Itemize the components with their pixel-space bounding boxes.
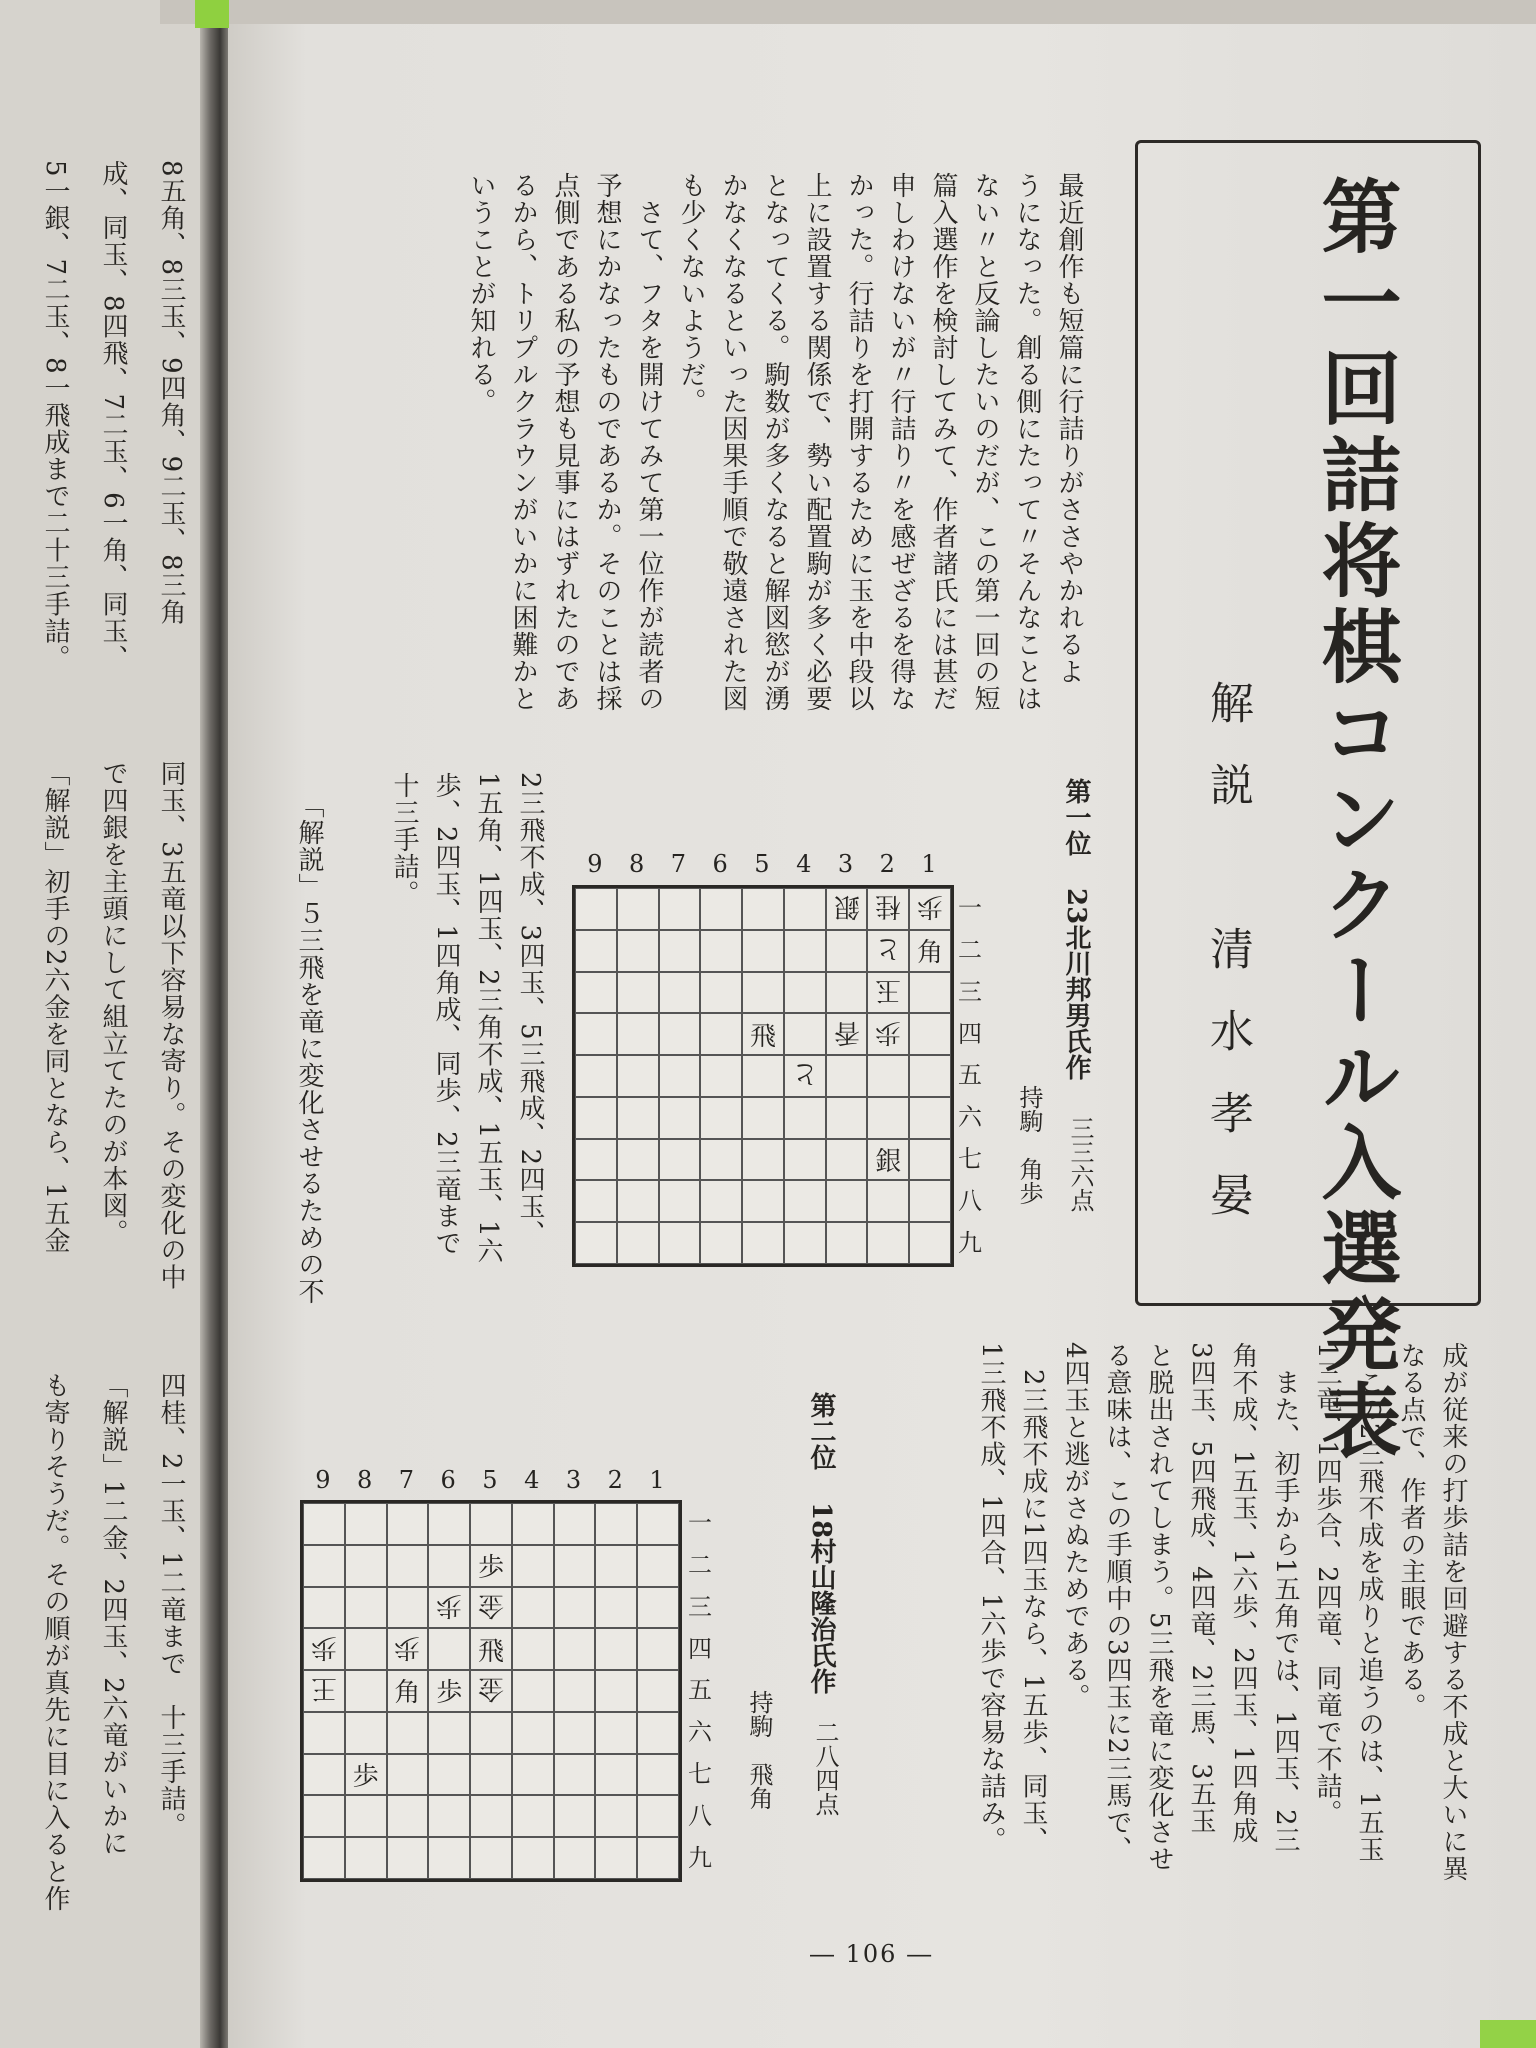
- board-square: [512, 1628, 554, 1670]
- left-page-line: 成、同玉、8四飛、7二玉、6一角、同玉、: [98, 160, 128, 672]
- board-square: [909, 930, 951, 972]
- board-square: [826, 1097, 868, 1139]
- left-page-line: 同玉、3五竜以下容易な寄り。その変化の中: [156, 760, 186, 1291]
- intro-line: となってくる。駒数が多くなると解図慾が湧: [760, 172, 790, 712]
- board-square: [742, 888, 784, 930]
- left-page-line: 「解説」初手の2六金を同となら、1五金: [40, 760, 70, 1255]
- board-square: [428, 1545, 470, 1587]
- commentary-line: 成が従来の打歩詰を回避する不成と大いに異: [1438, 1342, 1468, 1882]
- shogi-piece: 角: [394, 1678, 421, 1709]
- shogi-piece: 飛: [749, 1021, 776, 1052]
- board-square: [554, 1587, 596, 1629]
- first-place-kaisetsu: 「解説」５三飛を竜に変化させるための不: [294, 792, 324, 1305]
- board-square: [637, 1795, 679, 1837]
- board-square: [637, 1754, 679, 1796]
- shogi-piece: 歩: [436, 1589, 463, 1620]
- board-square: [554, 1795, 596, 1837]
- file-label: 4: [524, 1466, 540, 1494]
- board-square: [428, 1670, 470, 1712]
- shogi-piece: 角: [917, 938, 944, 969]
- file-label: 2: [879, 850, 895, 878]
- board-square: [784, 930, 826, 972]
- file-label: 1: [921, 850, 937, 878]
- board-square: [617, 1180, 659, 1222]
- board-square: [659, 972, 701, 1014]
- intro-line: 点側である私の予想も見事にはずれたのであ: [550, 172, 580, 712]
- board-square: [303, 1837, 345, 1879]
- board-square: [387, 1754, 429, 1796]
- left-page-line: で四銀を主頭にして組立てたのが本図。: [98, 760, 128, 1246]
- board-square: [470, 1670, 512, 1712]
- board-square: [826, 1180, 868, 1222]
- board-square: [595, 1754, 637, 1796]
- left-page-line: 「解説」1二金、2四玉、2六竜がいかに: [98, 1372, 128, 1857]
- board-square: [512, 1754, 554, 1796]
- board-square: [575, 972, 617, 1014]
- board-square: [826, 1055, 868, 1097]
- shogi-piece: 金: [477, 1589, 504, 1620]
- shogi-piece: 金: [477, 1673, 504, 1704]
- commentary-line: 1三飛不成、1四合、1六歩で容易な詰み。: [976, 1342, 1006, 1854]
- board-square: [784, 1013, 826, 1055]
- board-square: [637, 1670, 679, 1712]
- intro-line: るから、トリプルクラウンがいかに困難かと: [508, 172, 538, 712]
- board-square: [617, 1013, 659, 1055]
- board1-file-labels: [574, 850, 950, 878]
- board-square: [826, 1013, 868, 1055]
- intro-line: うになった。創る側にたって〃そんなことは: [1012, 172, 1042, 712]
- first-place-entry: 23北川邦男氏作: [1061, 888, 1091, 1081]
- board-square: [595, 1587, 637, 1629]
- rank-label: 三: [688, 1592, 712, 1621]
- file-label: 9: [587, 850, 603, 878]
- board-square: [659, 1055, 701, 1097]
- board-square: [867, 930, 909, 972]
- board-square: [303, 1712, 345, 1754]
- board-square: [512, 1503, 554, 1545]
- rank-label: 六: [958, 1103, 982, 1132]
- rank-label: 七: [958, 1144, 982, 1173]
- board-square: [575, 888, 617, 930]
- board-square: [784, 888, 826, 930]
- board-square: [512, 1712, 554, 1754]
- board-square: [470, 1837, 512, 1879]
- board-square: [345, 1628, 387, 1670]
- board-square: [303, 1587, 345, 1629]
- intro-line: かなくなるといった因果手順で敬遠された図: [718, 172, 748, 712]
- rank-label: 二: [688, 1551, 712, 1580]
- board-square: [700, 888, 742, 930]
- board-square: [470, 1795, 512, 1837]
- shogi-piece: 歩: [394, 1631, 421, 1662]
- board-square: [826, 1139, 868, 1181]
- board-square: [595, 1503, 637, 1545]
- board-square: [303, 1545, 345, 1587]
- board-square: [784, 1097, 826, 1139]
- board-square: [742, 1013, 784, 1055]
- board-square: [345, 1545, 387, 1587]
- board-square: [637, 1837, 679, 1879]
- board-square: [742, 1180, 784, 1222]
- board-square: [595, 1628, 637, 1670]
- board-square: [554, 1754, 596, 1796]
- board-square: [659, 1139, 701, 1181]
- board-square: [784, 1180, 826, 1222]
- board-square: [303, 1628, 345, 1670]
- board-square: [387, 1795, 429, 1837]
- board-square: [575, 1097, 617, 1139]
- board-square: [387, 1670, 429, 1712]
- board-square: [867, 1097, 909, 1139]
- rank-label: 八: [958, 1186, 982, 1215]
- board-square: [637, 1587, 679, 1629]
- board-square: [867, 972, 909, 1014]
- board-square: [554, 1670, 596, 1712]
- solution-line: 歩、2四玉、1四角成、同歩、2三竜まで: [431, 772, 461, 1257]
- board-square: [909, 1180, 951, 1222]
- shogi-piece: と: [791, 1058, 818, 1089]
- intro-line: いうことが知れる。: [466, 172, 496, 415]
- commentary-line: また、初手から1五角では、1四玉、2三: [1270, 1342, 1300, 1854]
- file-label: 3: [565, 1466, 582, 1494]
- board-square: [575, 930, 617, 972]
- shogi-piece: 桂: [875, 891, 902, 922]
- board-square: [554, 1712, 596, 1754]
- board-square: [575, 1222, 617, 1264]
- board-square: [345, 1503, 387, 1545]
- board-square: [784, 1055, 826, 1097]
- intro-line: も少くないようだ。: [676, 172, 706, 415]
- board-square: [470, 1712, 512, 1754]
- board-square: [512, 1837, 554, 1879]
- shogi-piece: 飛: [477, 1636, 504, 1667]
- board-square: [428, 1837, 470, 1879]
- board-square: [867, 1222, 909, 1264]
- intro-line: かった。行詰りを打開するために玉を中段以: [844, 172, 874, 712]
- board-square: [345, 1587, 387, 1629]
- file-label: 4: [796, 850, 812, 878]
- board-square: [387, 1837, 429, 1879]
- board-square: [595, 1670, 637, 1712]
- board-square: [867, 888, 909, 930]
- board-square: [387, 1587, 429, 1629]
- file-label: 6: [440, 1466, 456, 1494]
- green-corner: [1480, 2020, 1536, 2048]
- first-place-rank: 第一位: [1061, 778, 1091, 856]
- top-edge: [160, 0, 1536, 24]
- rank-label: 四: [688, 1634, 712, 1663]
- board-square: [909, 1097, 951, 1139]
- board-square: [595, 1545, 637, 1587]
- board-square: [700, 1055, 742, 1097]
- shogi-piece: 香: [833, 1016, 860, 1047]
- shogi-piece: 歩: [310, 1631, 337, 1662]
- board1: [572, 885, 954, 1267]
- rank-label: 五: [688, 1676, 712, 1705]
- board-square: [867, 1055, 909, 1097]
- board-square: [909, 972, 951, 1014]
- author-line: 解説 清水孝晏: [1202, 680, 1253, 1254]
- first-place-score: 三三六点: [1066, 1116, 1094, 1212]
- board-square: [303, 1503, 345, 1545]
- board-square: [909, 1013, 951, 1055]
- solution-line: 十三手詰。: [389, 772, 419, 907]
- file-label: 7: [670, 850, 687, 878]
- commentary-line: 角不成、1五玉、1六歩、2四玉、1四角成: [1228, 1342, 1258, 1845]
- book-spine: [200, 0, 230, 2048]
- board-square: [512, 1670, 554, 1712]
- rank-label: 四: [958, 1019, 982, 1048]
- board-square: [554, 1628, 596, 1670]
- board-square: [700, 1097, 742, 1139]
- file-label: 8: [357, 1466, 373, 1494]
- shogi-piece: と: [875, 933, 902, 964]
- board-square: [637, 1712, 679, 1754]
- file-label: 3: [837, 850, 854, 878]
- board-square: [700, 1180, 742, 1222]
- intro-line: さて、フタを開けてみて第一位作が読者の: [634, 172, 664, 712]
- commentary-line: この2三飛不成を成りと追うのは、1五玉: [1354, 1342, 1384, 1864]
- intro-line: 上に設置する関係で、勢い配置駒が多く必要: [802, 172, 832, 712]
- board-square: [742, 930, 784, 972]
- solution-line: 2三飛不成、3四玉、5三飛成、2四玉、: [515, 772, 545, 1248]
- board-square: [617, 1055, 659, 1097]
- board-square: [595, 1795, 637, 1837]
- shogi-piece: 歩: [436, 1678, 463, 1709]
- file-label: 1: [649, 1466, 665, 1494]
- board-square: [637, 1503, 679, 1545]
- board-square: [700, 930, 742, 972]
- second-place-mochigoma: 持駒 飛角: [745, 1690, 773, 1810]
- intro-line: 篇入選作を検討してみて、作者諸氏には甚だ: [928, 172, 958, 712]
- intro-line: ない〃と反論したいのだが、この第一回の短: [970, 172, 1000, 712]
- board-square: [428, 1712, 470, 1754]
- rank-label: 七: [688, 1759, 712, 1788]
- left-page-line: 8五角、8三玉、9四角、9二玉、8三角: [156, 160, 186, 626]
- board-square: [617, 930, 659, 972]
- commentary-line: 2三飛不成に1四玉なら、1五歩、同玉、: [1018, 1342, 1048, 1854]
- board-square: [617, 1139, 659, 1181]
- board-square: [345, 1754, 387, 1796]
- board-square: [867, 1013, 909, 1055]
- board-square: [387, 1712, 429, 1754]
- board2-file-labels: [302, 1466, 678, 1494]
- board-square: [659, 1222, 701, 1264]
- board-square: [387, 1503, 429, 1545]
- board-square: [617, 888, 659, 930]
- board-square: [909, 1139, 951, 1181]
- left-page-line: も寄りそうだ。その順が真先に目に入ると作: [40, 1372, 70, 1912]
- board-square: [659, 1013, 701, 1055]
- board-square: [595, 1712, 637, 1754]
- board-square: [867, 1139, 909, 1181]
- file-label: 5: [754, 850, 770, 878]
- board-square: [345, 1712, 387, 1754]
- board-square: [575, 1013, 617, 1055]
- board-square: [617, 1097, 659, 1139]
- board-square: [784, 1139, 826, 1181]
- file-label: 2: [607, 1466, 623, 1494]
- shogi-piece: 銀: [875, 1147, 902, 1178]
- board-square: [387, 1628, 429, 1670]
- board-square: [428, 1587, 470, 1629]
- rank-label: 三: [958, 977, 982, 1006]
- shogi-piece: 歩: [477, 1553, 504, 1584]
- first-place-mochigoma: 持駒 角歩: [1015, 1085, 1043, 1205]
- shogi-piece: 歩: [875, 1016, 902, 1047]
- board-square: [345, 1795, 387, 1837]
- board2-rank-labels: [685, 1500, 715, 1876]
- rank-label: 九: [688, 1843, 712, 1872]
- board1-rank-labels: [955, 885, 985, 1261]
- intro-line: 予想にかなったものであるか。そのことは採: [592, 172, 622, 712]
- page-title: 第一回詰将棋コンクール入選発表: [1308, 175, 1402, 1465]
- page-number: ― 106 ―: [810, 1940, 934, 1968]
- board-square: [742, 1055, 784, 1097]
- board-square: [659, 1180, 701, 1222]
- rank-label: 二: [958, 936, 982, 965]
- board-square: [512, 1587, 554, 1629]
- board-square: [742, 1097, 784, 1139]
- second-place-score: 二八四点: [811, 1720, 839, 1816]
- commentary-line: と脱出されてしまう。5三飛を竜に変化させ: [1144, 1342, 1174, 1873]
- board-square: [784, 1222, 826, 1264]
- intro-line: 最近創作も短篇に行詰りがささやかれるよ: [1054, 172, 1084, 685]
- board-square: [303, 1670, 345, 1712]
- rank-label: 八: [688, 1801, 712, 1830]
- board-square: [826, 888, 868, 930]
- board-square: [637, 1628, 679, 1670]
- board-square: [345, 1670, 387, 1712]
- board-square: [595, 1837, 637, 1879]
- rank-label: 一: [688, 1509, 712, 1538]
- board-square: [867, 1180, 909, 1222]
- shogi-piece: 歩: [917, 891, 944, 922]
- board-square: [303, 1795, 345, 1837]
- board-square: [617, 972, 659, 1014]
- board-square: [909, 888, 951, 930]
- commentary-line: る意味は、この手順中の3四玉に2三馬で、: [1102, 1342, 1132, 1864]
- board-square: [742, 972, 784, 1014]
- board-square: [512, 1545, 554, 1587]
- board-square: [554, 1503, 596, 1545]
- board-square: [742, 1222, 784, 1264]
- shogi-piece: 玉: [875, 974, 902, 1005]
- green-tab: [195, 0, 229, 28]
- board-square: [575, 1180, 617, 1222]
- board-square: [659, 888, 701, 930]
- board-square: [303, 1754, 345, 1796]
- board-square: [470, 1545, 512, 1587]
- file-label: 5: [482, 1466, 498, 1494]
- board-square: [470, 1628, 512, 1670]
- rank-label: 一: [958, 894, 982, 923]
- commentary-line: 3四玉、5四飛成、4四竜、2三馬、3五玉: [1186, 1342, 1216, 1835]
- board-square: [826, 1222, 868, 1264]
- commentary-line: なる点で、作者の主眼である。: [1396, 1342, 1426, 1720]
- board-square: [909, 1055, 951, 1097]
- board-square: [470, 1503, 512, 1545]
- rank-label: 九: [958, 1228, 982, 1257]
- board-square: [826, 930, 868, 972]
- commentary-line: 1三竜、1四歩合、2四竜、同竜で不詰。: [1312, 1342, 1342, 1827]
- board-square: [909, 1222, 951, 1264]
- solution-line: 1五角、1四玉、2三角不成、1五玉、1六: [473, 772, 503, 1265]
- board-square: [554, 1837, 596, 1879]
- file-label: 8: [629, 850, 645, 878]
- board-square: [470, 1754, 512, 1796]
- board-square: [345, 1837, 387, 1879]
- left-page-line: 四桂、2一玉、1二竜まで 十三手詰。: [156, 1372, 186, 1840]
- second-place-entry: 18村山隆治氏作: [806, 1502, 836, 1695]
- rank-label: 五: [958, 1061, 982, 1090]
- board-square: [700, 1139, 742, 1181]
- board-square: [428, 1503, 470, 1545]
- rank-label: 六: [688, 1718, 712, 1747]
- board-square: [428, 1795, 470, 1837]
- intro-line: 申しわけないが〃行詰り〃を感ぜざるを得な: [886, 172, 916, 712]
- board-square: [575, 1055, 617, 1097]
- board-square: [700, 1222, 742, 1264]
- board-square: [784, 972, 826, 1014]
- file-label: 7: [398, 1466, 415, 1494]
- board-square: [554, 1545, 596, 1587]
- board2: [300, 1500, 682, 1882]
- board-square: [387, 1545, 429, 1587]
- board-square: [637, 1545, 679, 1587]
- board-square: [470, 1587, 512, 1629]
- file-label: 9: [315, 1466, 331, 1494]
- board-square: [700, 972, 742, 1014]
- commentary-line: 4四玉と逃がさぬためである。: [1060, 1342, 1090, 1711]
- second-place-rank: 第二位: [806, 1392, 836, 1470]
- shogi-piece: 銀: [833, 891, 860, 922]
- board-square: [826, 972, 868, 1014]
- board-square: [575, 1139, 617, 1181]
- board-square: [428, 1754, 470, 1796]
- left-page-line: 5一銀、7二玉、8一飛成まで二十三手詰。: [40, 160, 70, 672]
- board-square: [617, 1222, 659, 1264]
- board-square: [700, 1013, 742, 1055]
- board-square: [512, 1795, 554, 1837]
- board-square: [659, 930, 701, 972]
- board-square: [742, 1139, 784, 1181]
- board-square: [428, 1628, 470, 1670]
- shogi-piece: 歩: [352, 1762, 379, 1793]
- file-label: 6: [712, 850, 728, 878]
- board-square: [659, 1097, 701, 1139]
- shogi-piece: 王: [310, 1673, 337, 1704]
